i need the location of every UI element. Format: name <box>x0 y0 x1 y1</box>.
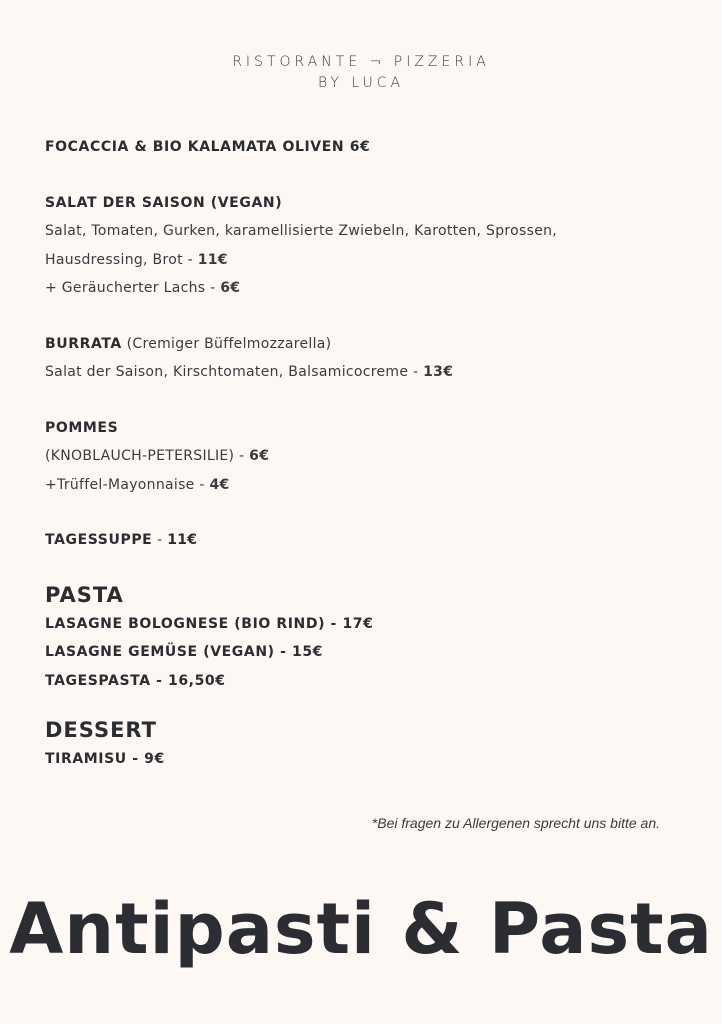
item-description-price-line <box>45 246 685 275</box>
addon-price: 4€ <box>209 476 230 493</box>
item-price: 11€ <box>197 251 228 268</box>
brand-line-1: RISTORANTE ¬ PIZZERIA <box>232 54 490 70</box>
menu-list <box>45 133 685 774</box>
menu-item-salat <box>45 189 685 303</box>
menu-item-tagessuppe <box>45 526 685 555</box>
item-description: Salat der Saison, Kirschtomaten, Balsamicocreme - <box>45 364 424 380</box>
dessert-section <box>45 715 685 774</box>
allergen-footnote: *Bei fragen zu Allergenen sprecht uns bitte an. <box>371 815 660 831</box>
item-price: 13€ <box>423 364 454 380</box>
item-separator: - <box>152 532 168 548</box>
item-description-price-line <box>45 358 685 387</box>
item-description-price-line <box>45 442 685 471</box>
menu-item-tagespasta: TAGESPASTA - 16,50€ <box>45 672 226 689</box>
item-description: Salat, Tomaten, Gurken, karamellisierte Zwiebeln, Karotten, Sprossen, <box>45 223 558 239</box>
page-title: Antipasti & Pasta <box>9 888 713 970</box>
item-title: BURRATA <box>45 335 122 352</box>
menu-item-focaccia <box>45 133 685 162</box>
item-addon <box>45 274 685 303</box>
menu-item-lasagne-gemuese: LASAGNE GEMÜSE (VEGAN) - 15€ <box>45 644 324 660</box>
addon-price: 6€ <box>220 280 241 296</box>
menu-item-burrata <box>45 330 685 387</box>
menu-item-pommes <box>45 414 685 500</box>
item-title-line <box>45 330 685 359</box>
item-subtitle: (Cremiger Büffelmozzarella) <box>121 335 332 352</box>
section-heading-pasta: PASTA <box>45 582 124 607</box>
item-title: SALAT DER SAISON (VEGAN) <box>45 194 283 211</box>
item-description: (KNOBLAUCH-PETERSILIE) - <box>45 448 250 464</box>
item-price: 6€ <box>249 448 270 464</box>
item-title: FOCACCIA & BIO KALAMATA OLIVEN 6€ <box>45 139 371 155</box>
item-addon <box>45 471 685 500</box>
addon-label: +Trüffel-Mayonnaise - <box>45 476 210 493</box>
item-title: TAGESSUPPE <box>45 532 153 548</box>
item-price: 11€ <box>167 532 198 548</box>
pasta-section <box>45 580 685 696</box>
item-title-line <box>45 526 685 555</box>
section-heading-dessert: DESSERT <box>45 718 157 742</box>
restaurant-brand <box>0 52 722 94</box>
item-title: POMMES <box>45 419 119 436</box>
item-description: Hausdressing, Brot - <box>45 251 198 268</box>
menu-item-tiramisu: TIRAMISU - 9€ <box>45 751 165 767</box>
brand-line-2: BY LUCA <box>317 75 405 91</box>
menu-item-lasagne-bolognese: LASAGNE BOLOGNESE (BIO RIND) - 17€ <box>45 615 374 632</box>
addon-label: + Geräucherter Lachs - <box>45 280 221 296</box>
